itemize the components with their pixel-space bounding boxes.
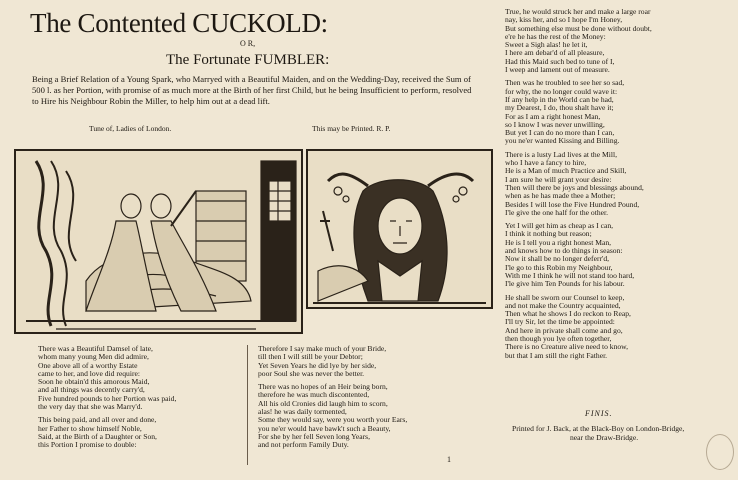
verse-line: There is a lusty Lad lives at the Mill, [505,149,617,159]
verse-line: the very day that she was Marry'd. [38,402,143,412]
verse-line: For as I am a right honest Man, [505,111,601,121]
printer-imprint [512,424,684,442]
verse-line: Then what he shows I do reckon to Reap, [505,309,631,319]
verse-line: Said, at the Birth of a Daughter or Son, [38,431,157,441]
stanza [38,416,176,449]
verse-line: you ne'er would have bawk't such a Beauty, [258,423,391,433]
verse-line: And here in private shall come and go, [505,325,623,335]
verse-line: e're he has the rest of the Money: [505,31,606,41]
finis-mark: FINIS. [585,409,613,418]
ballad-column-b [258,345,407,455]
verse-line: Besides I will lose the Five Hundred Pound, [505,199,640,209]
verse-line: this Portion I promise to double: [38,440,137,450]
stanza [505,79,652,145]
ballad-column-a [38,345,176,455]
verse-line: so I know I was never unwilling, [505,119,605,129]
verse-line: One above all of a worthy Estate [38,360,138,370]
verse-line: you ne'er wanted Kissing and Billing. [505,136,620,146]
ballad-title: The Contented CUCKOLD: [30,8,328,38]
verse-line: This being paid, and all over and done, [38,415,157,425]
verse-line: I'le give the one half for the other. [505,207,609,217]
verse-line: I'le give him Ten Pounds for his labour. [505,279,625,289]
stanza [505,151,652,217]
verse-line: till then I will still be your Debtor; [258,352,363,362]
title-or: O R, [240,39,256,48]
verse-line: therefore he was much discontented, [258,390,370,400]
verse-line: I weep and lament out of measure. [505,65,610,75]
verse-line: Sweet a Sigh alas! he let it, [505,40,588,50]
verse-line: Yet I will get him as cheap as I can, [505,221,614,231]
verse-line: With me I think he will not stand too hard, [505,270,635,280]
verse-line: I'le go to this Robin my Neighbour, [505,262,613,272]
verse-line: and not make the Country acquainted, [505,300,621,310]
verse-line: who I have a fancy to hire, [505,158,587,168]
verse-line: I am sure he will grant your desire: [505,174,612,184]
stanza [258,345,407,378]
verse-line: I'll try Sir, let the time be appointed: [505,317,615,327]
library-stamp-icon [706,434,734,470]
ballad-description: Being a Brief Relation of a Young Spark, who Marryed with a Beautiful Maiden, and on the Wedding-Day, received the Sum of 500 l. as her Portion, with promise of as much more at the Birth of her first Child, but he being Insufficient to perform, resolved to Hire his Neighbour Robin the Miller, to help him out at a dead lift. [32,74,472,106]
verse-line: All his old Cronies did laugh him to scorn, [258,398,388,408]
verse-line: nay, kiss her, and so I hope I'm Honey, [505,15,623,25]
column-divider [247,345,248,465]
license-line: This may be Printed. R. P. [312,124,391,133]
verse-line: If any help in the World can be had, [505,94,614,104]
verse-line: He is I tell you a right honest Man, [505,237,612,247]
ballad-column-c [505,8,652,365]
page-number: 1 [447,455,451,464]
verse-line: Therefore I say make much of your Bride, [258,344,387,353]
verse-line: whom many young Men did admire, [38,352,149,362]
ballad-subtitle: The Fortunate FUMBLER: [166,52,330,68]
verse-line: poor Soul she was never the better. [258,368,365,378]
verse-line: then though you lye often together, [505,333,612,343]
verse-line: and knows how to do things in season: [505,246,623,256]
verse-line: I here am debar'd of all pleasure, [505,48,605,58]
verse-line: Yet Seven Years he did lye by her side, [258,360,377,370]
verse-line: Now it shall be no longer deferr'd, [505,254,610,264]
verse-line: I think it nothing but reason; [505,229,592,239]
tune-line: Tune of, Ladies of London. [89,124,172,133]
verse-line: alas! he was daily tormented, [258,407,347,417]
stanza [505,294,652,360]
verse-line: But yet I can do no more than I can, [505,128,615,138]
stanza [505,222,652,288]
verse-line: For she by her fell Seven long Years, [258,431,370,441]
woodcut-horned-man-image [308,151,491,307]
verse-line: But something else must be done without doubt, [505,23,652,33]
verse-line: Then was he troubled to see her so sad, [505,78,625,88]
verse-line: and all things was decently carry'd, [38,385,145,395]
verse-line: He is a Man of much Practice and Skill, [505,166,627,176]
imprint-line: near the Draw-Bridge. [570,433,639,442]
verse-line: There was a Beautiful Damsel of late, [38,344,153,353]
verse-line: Had this Maid such bed to tune of I, [505,56,615,66]
verse-line: There was no hopes of an Heir being born, [258,382,388,392]
verse-line: my Dearest, I do, thou shalt have it; [505,103,614,113]
verse-line: Five hundred pounds to her Portion was paid, [38,393,177,403]
woodcut-couple-bedchamber [14,149,303,334]
woodcut-horned-man [306,149,493,309]
verse-line: came to her, and love did require: [38,368,140,378]
stanza [258,383,407,449]
woodcut-couple-image [16,151,301,332]
imprint-line: Printed for J. Back, at the Black-Boy on London-Bridge, [512,424,685,433]
stanza [38,345,176,411]
verse-line: and not perform Family Duty. [258,440,349,450]
verse-line: when as he has made thee a Mother; [505,191,616,201]
verse-line: her Father to show himself Noble, [38,423,142,433]
verse-line: Soon he obtain'd this amorous Maid, [38,377,150,387]
stanza [505,8,652,74]
verse-line: for why, the no longer could wave it: [505,86,618,96]
verse-line: but that I am still the right Father. [505,350,608,360]
verse-line: Then will there be joys and blessings abound, [505,182,644,192]
verse-line: He shall be sworn our Counsel to keep, [505,292,625,302]
verse-line: Some they would say, were you worth your Ears, [258,415,408,425]
verse-line: There is no Creature alive need to know, [505,342,629,352]
verse-line: True, he would struck her and make a large roar [505,7,651,16]
